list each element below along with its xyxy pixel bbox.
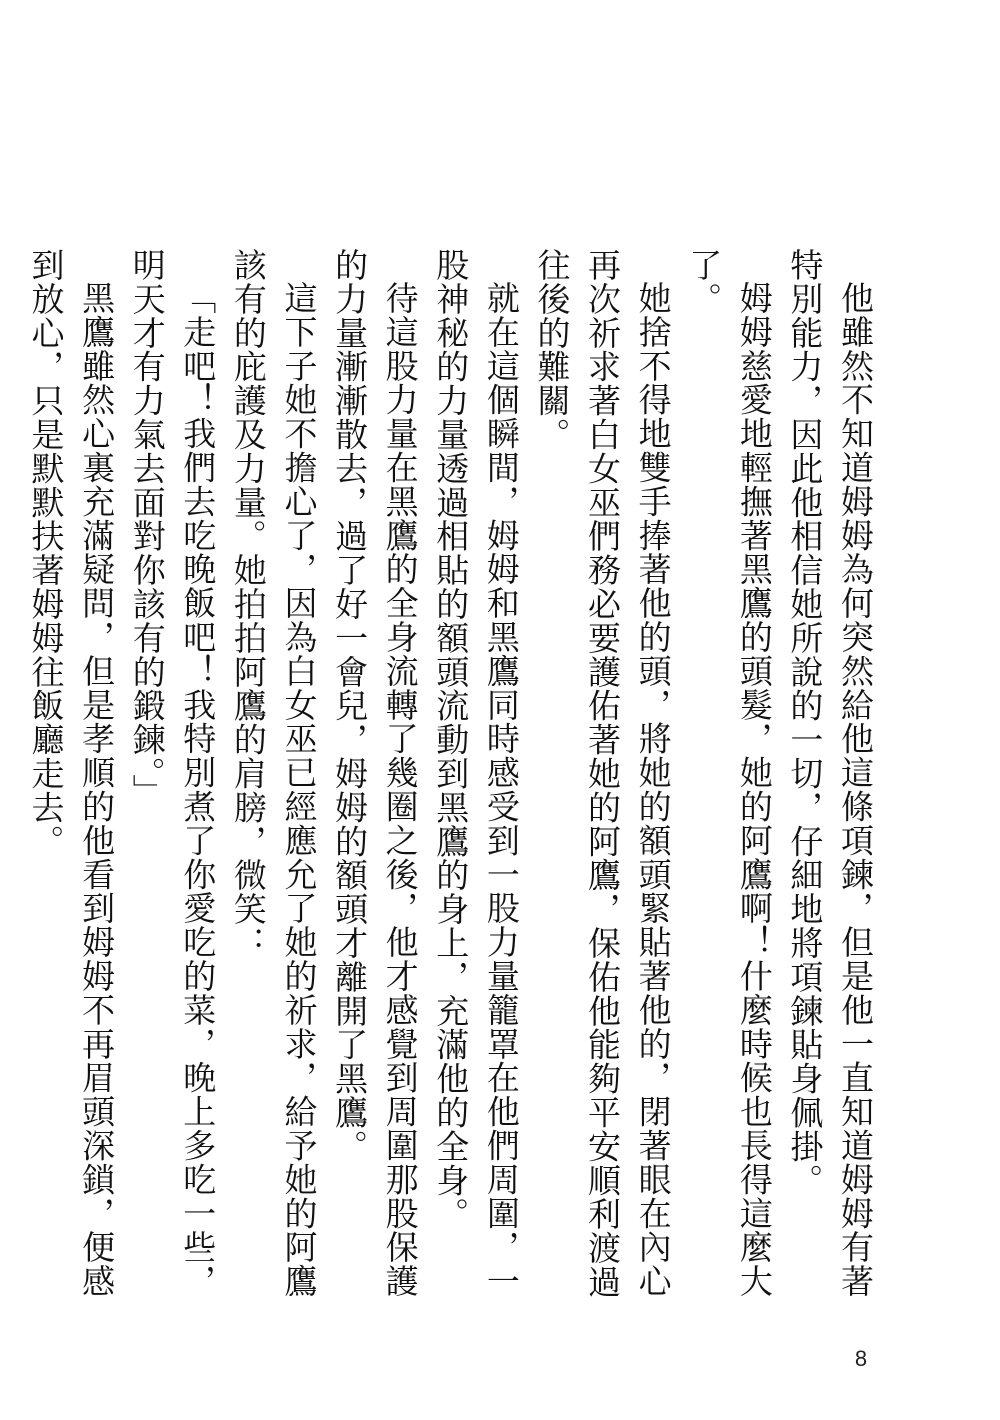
- paragraph-7-dialogue: 「走吧！我們去吃晚飯吧！我特別煮了你愛吃的菜，晚上多吃一些，明天才有力氣去面對你該有的鍛鍊。」: [127, 248, 218, 1298]
- paragraph-2: 姆姆慈愛地輕撫著黑鷹的頭髮，她的阿鷹啊！什麼時候也長得這麼大了。: [684, 248, 774, 1298]
- body-text: [26, 248, 880, 1318]
- page-number: 8: [854, 1346, 868, 1371]
- paragraph-5: 待這股力量在黑鷹的全身流轉了幾圈之後，他才感覺到周圍那股保護的力量漸漸散去，過了好一會兒，姆姆的額頭才離開了黑鷹。: [330, 248, 420, 1298]
- paragraph-6: 這下子她不擔心了，因為白女巫已經應允了她的祈求，給予她的阿鷹該有的庇護及力量。她拍拍阿鷹的肩膀，微笑：: [228, 248, 319, 1298]
- paragraph-1: 他雖然不知道姆姆為何突然給他這條項鍊，但是他一直知道姆姆有著特別能力，因此他相信她所說的一切，仔細地將項鍊貼身佩掛。: [785, 248, 875, 1298]
- paragraph-4: 就在這個瞬間，姆姆和黑鷹同時感受到一股力量籠罩在他們周圍，一股神秘的力量透過相貼的額頭流動到黑鷹的身上，充滿他的全身。: [431, 248, 521, 1298]
- paragraph-8: 黑鷹雖然心裏充滿疑問，但是孝順的他看到姆姆不再眉頭深鎖，便感到放心，只是默默扶著姆姆往飯廳走去。: [26, 248, 117, 1298]
- paragraph-3: 她捨不得地雙手捧著他的頭，將她的額頭緊貼著他的，閉著眼在內心再次祈求著白女巫們務必要護佑著她的阿鷹，保佑他能夠平安順利渡過往後的難關。: [532, 248, 673, 1299]
